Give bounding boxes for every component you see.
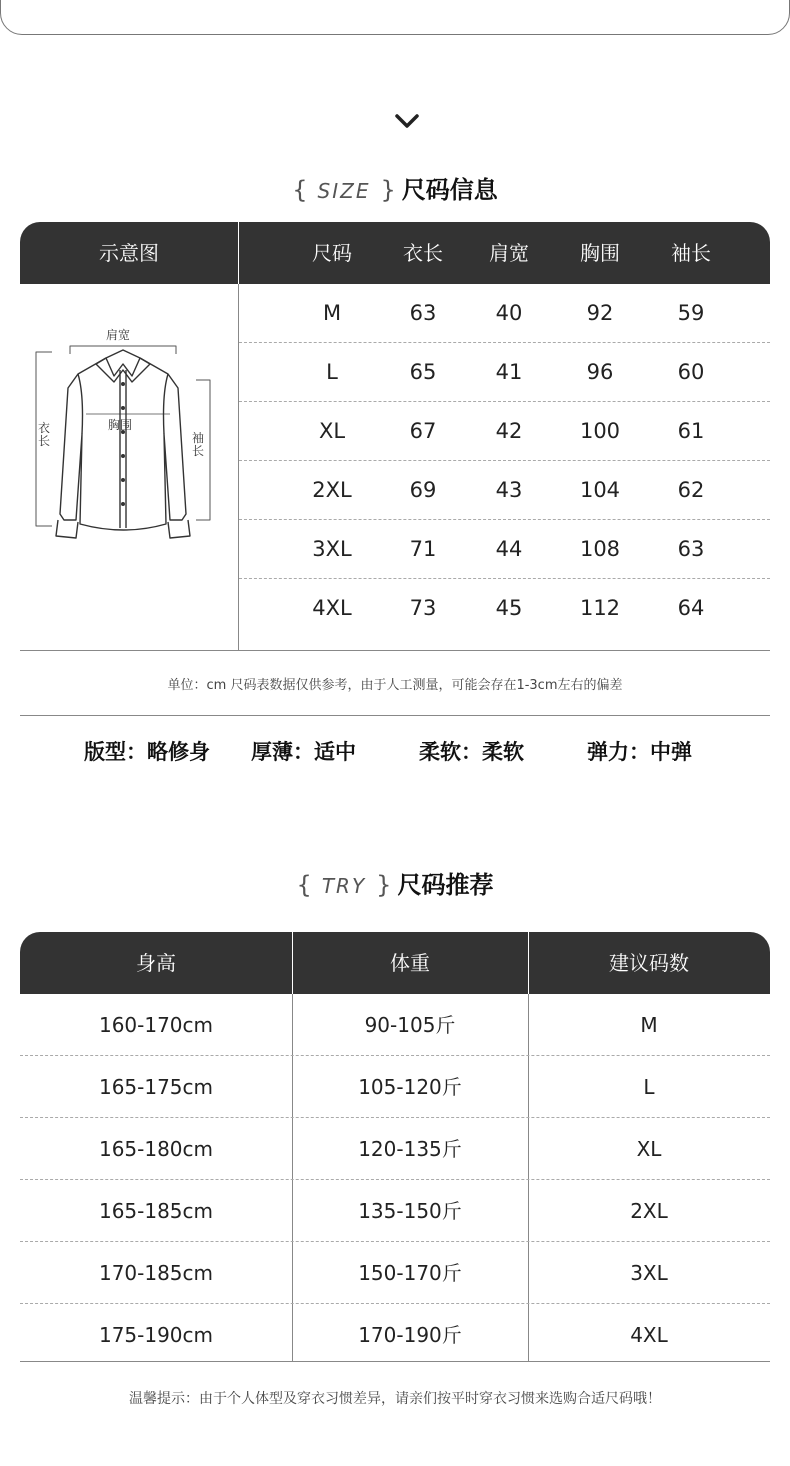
cell-size: M [322,301,342,325]
cell-weight: 150-170斤 [358,1261,462,1285]
cell-sleeve: 60 [677,360,705,384]
cell-chest: 104 [579,478,621,502]
cell-shoulder: 44 [495,537,523,561]
divider [20,715,770,716]
label-sleeve: 袖长 [192,431,205,458]
cell-length: 65 [409,360,437,384]
cell-length: 69 [409,478,437,502]
cell-recommended-size: 2XL [630,1199,668,1223]
prop-fit: 版型：略修身 [84,740,210,764]
cell-chest: 96 [586,360,614,384]
cell-shoulder: 45 [495,596,523,620]
cell-shoulder: 41 [495,360,523,384]
cell-height: 165-185cm [98,1199,214,1223]
try-row [20,994,770,1056]
size-row [239,461,770,520]
size-row [239,284,770,343]
cell-chest: 108 [579,537,621,561]
cell-height: 165-180cm [98,1137,214,1161]
tip-text: 温馨提示：由于个人体型及穿衣习惯差异，请亲们按平时穿衣习惯来选购合适尺码哦！ [129,1391,661,1407]
cell-chest: 100 [579,419,621,443]
cell-weight: 90-105斤 [364,1013,456,1037]
cell-length: 63 [409,301,437,325]
chevron-down-icon [393,110,421,132]
size-title-zh: 尺码信息 [401,176,498,204]
label-shoulder: 肩宽 [106,328,131,342]
cell-shoulder: 40 [495,301,523,325]
size-row [239,402,770,461]
size-row [239,520,770,579]
prop-softness: 柔软：柔软 [419,740,524,764]
product-properties [0,736,790,770]
size-table-body [20,284,770,651]
header-height: 身高 [136,951,176,975]
size-section-title [0,170,790,205]
try-row [20,1304,770,1366]
header-size: 尺码 [312,241,352,265]
cell-shoulder: 42 [495,419,523,443]
header-sleeve: 袖长 [671,241,711,265]
cell-weight: 120-135斤 [358,1137,462,1161]
prop-elasticity: 弹力：中弹 [587,740,692,764]
try-table-header [20,932,770,994]
cell-recommended-size: XL [636,1137,662,1161]
size-row [239,579,770,638]
cell-sleeve: 63 [677,537,705,561]
cell-height: 170-185cm [98,1261,214,1285]
try-section-title [0,865,790,900]
cell-weight: 105-120斤 [358,1075,462,1099]
cell-length: 71 [409,537,437,561]
try-title-en: TRY [321,874,367,898]
label-chest: 胸围 [108,418,133,432]
size-title-en: SIZE [317,179,371,203]
cell-size: 4XL [312,596,352,620]
brace-open: { [296,871,312,899]
brace-close: } [376,871,392,899]
cell-shoulder: 43 [495,478,523,502]
cell-size: 2XL [312,478,352,502]
header-diagram: 示意图 [99,241,159,265]
cell-chest: 92 [586,301,614,325]
cell-sleeve: 59 [677,301,705,325]
cell-recommended-size: 4XL [630,1323,668,1347]
try-row [20,1118,770,1180]
top-frame [0,0,790,35]
size-row [239,343,770,402]
brace-close: } [380,176,396,204]
try-row [20,1242,770,1304]
size-note: 单位：cm 尺码表数据仅供参考，由于人工测量，可能会存在1-3cm左右的偏差 [167,678,623,693]
try-row [20,1180,770,1242]
cell-weight: 170-190斤 [358,1323,462,1347]
brace-open: { [292,176,308,204]
cell-recommended-size: M [640,1013,658,1037]
prop-thickness: 厚薄：适中 [251,740,356,764]
cell-recommended-size: L [643,1075,655,1099]
cell-weight: 135-150斤 [358,1199,462,1223]
try-row [20,1056,770,1118]
cell-sleeve: 62 [677,478,705,502]
try-title-zh: 尺码推荐 [397,871,494,899]
cell-size: L [326,360,338,384]
cell-size: 3XL [312,537,352,561]
cell-height: 160-170cm [98,1013,214,1037]
header-recommended-size: 建议码数 [609,951,689,975]
cell-height: 175-190cm [98,1323,214,1347]
header-length: 衣长 [403,241,443,265]
cell-length: 73 [409,596,437,620]
header-shoulder: 肩宽 [489,241,529,265]
cell-recommended-size: 3XL [630,1261,668,1285]
size-table-header [20,222,770,284]
cell-height: 165-175cm [98,1075,214,1099]
cell-length: 67 [409,419,437,443]
header-chest: 胸围 [580,241,620,265]
cell-chest: 112 [579,596,621,620]
label-length: 衣长 [38,421,51,448]
cell-sleeve: 61 [677,419,705,443]
try-table-body [20,994,770,1362]
header-weight: 体重 [390,951,430,975]
cell-sleeve: 64 [677,596,705,620]
cell-size: XL [318,419,346,443]
